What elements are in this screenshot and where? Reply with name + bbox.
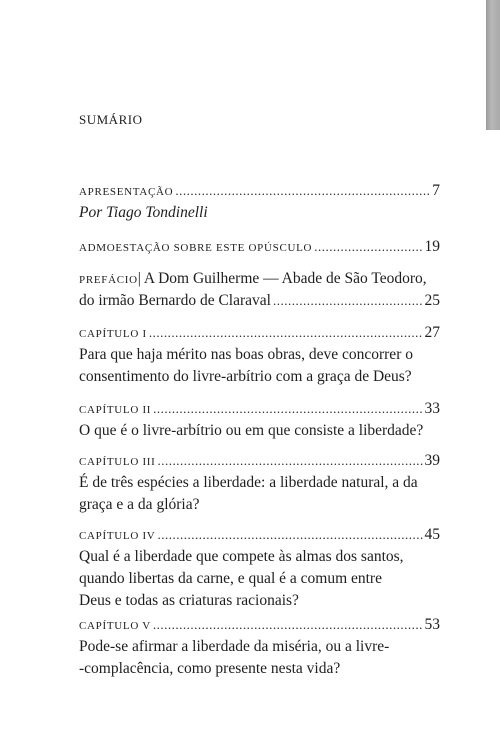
- toc-line: [79, 398, 440, 420]
- chapter-description-line: quando libertas da carne, e qual é a comum entre: [79, 570, 382, 587]
- page-number: 27: [424, 324, 440, 341]
- chapter-description-line: Pode-se afirmar a liberdade da miséria, ou a livre-: [79, 638, 390, 655]
- toc-line: [79, 322, 440, 344]
- chapter-label: CAPÍTULO V: [79, 620, 151, 632]
- page-number: 7: [432, 182, 440, 199]
- toc-entry-capitulo-1: [79, 322, 440, 388]
- leader-dots: [273, 290, 423, 312]
- page-number: 45: [424, 526, 440, 543]
- toc-line: [79, 236, 440, 258]
- chapter-label: CAPÍTULO IV: [79, 530, 156, 542]
- page-number: 39: [424, 452, 440, 469]
- chapter-description-line: Deus e todas as criaturas racionais?: [79, 592, 299, 609]
- toc-entry-prefacio: [79, 268, 440, 312]
- leader-dots: [149, 322, 423, 344]
- toc-line: [79, 614, 440, 636]
- leader-dots: [153, 614, 423, 636]
- toc-entry-capitulo-5: [79, 614, 440, 680]
- page-number: 25: [424, 292, 440, 309]
- toc-entry-admoestacao: [79, 236, 440, 258]
- chapter-description-line: É de três espécies a liberdade: a liberdade natural, a da: [79, 474, 418, 491]
- chapter-description-line: consentimento do livre-arbítrio com a graça de Deus?: [79, 368, 412, 385]
- chapter-label: CAPÍTULO II: [79, 404, 152, 416]
- toc-line: [79, 524, 440, 546]
- chapter-description-line: graça e a da glória?: [79, 496, 200, 513]
- entry-label: PREFÁCIO: [79, 274, 138, 286]
- entry-label: ADMOESTAÇÃO SOBRE ESTE OPÚSCULO: [79, 242, 313, 254]
- toc-line: [79, 268, 440, 290]
- chapter-label: CAPÍTULO I: [79, 328, 147, 340]
- toc-entry-capitulo-3: [79, 450, 440, 516]
- chapter-description-line: Qual é a liberdade que compete às almas dos santos,: [79, 548, 404, 565]
- page-number: 33: [424, 400, 440, 417]
- chapter-label: CAPÍTULO III: [79, 456, 156, 468]
- entry-author: Por Tiago Tondinelli: [79, 204, 208, 221]
- chapter-description-line: O que é o livre-arbítrio ou em que consiste a liberdade?: [79, 422, 424, 439]
- entry-title: | A Dom Guilherme — Abade de São Teodoro,: [137, 270, 427, 287]
- page-title: SUMÁRIO: [79, 112, 143, 127]
- leader-dots: [157, 524, 422, 546]
- page-edge-shadow: [486, 0, 500, 130]
- toc-line: [79, 180, 440, 202]
- toc-line: [79, 450, 440, 472]
- toc-entry-capitulo-2: [79, 398, 440, 442]
- chapter-description-line: Para que haja mérito nas boas obras, deve concorrer o: [79, 346, 413, 363]
- toc-entry-apresentacao: [79, 180, 440, 224]
- leader-dots: [153, 398, 422, 420]
- chapter-description-line: -complacência, como presente nesta vida?: [79, 660, 341, 677]
- entry-title-continued: do irmão Bernardo de Claraval: [79, 292, 271, 309]
- page-number: 53: [424, 616, 440, 633]
- leader-dots: [175, 180, 430, 202]
- page-number: 19: [424, 238, 440, 255]
- leader-dots: [314, 236, 422, 258]
- toc-entry-capitulo-4: [79, 524, 440, 612]
- leader-dots: [158, 450, 423, 472]
- toc-line: [79, 290, 440, 312]
- entry-label: APRESENTAÇÃO: [79, 186, 174, 198]
